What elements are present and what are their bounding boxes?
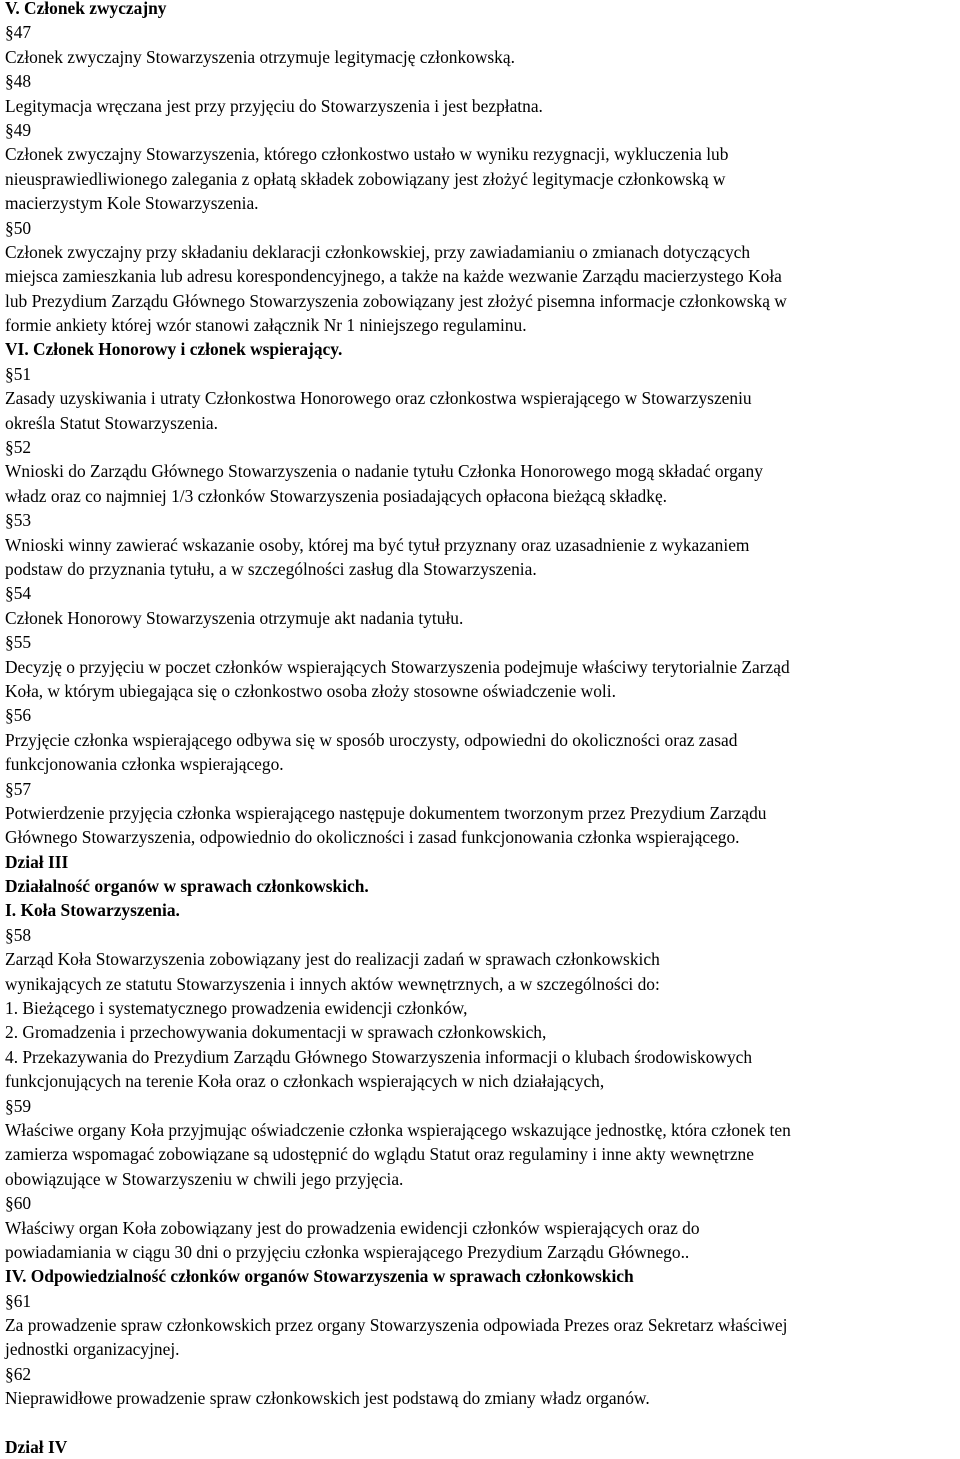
- paragraph-text-line: obowiązujące w Stowarzyszeniu w chwili jego przyjęcia.: [5, 1168, 404, 1189]
- paragraph-text-line: Za prowadzenie spraw członkowskich przez organy Stowarzyszenia odpowiada Prezes oraz Sekretarz właściwej: [5, 1315, 788, 1336]
- paragraph-text-line: wynikających ze statutu Stowarzyszenia i innych aktów wewnętrznych, a w szczególności do:: [5, 973, 660, 994]
- paragraph-number: §54: [5, 583, 32, 604]
- paragraph-text-line: formie ankiety której wzór stanowi załącznik Nr 1 niniejszego regulaminu.: [5, 315, 527, 336]
- paragraph-text-line: 2. Gromadzenia i przechowywania dokumentacji w sprawach członkowskich,: [5, 1022, 547, 1043]
- paragraph-text-line: Zarząd Koła Stowarzyszenia zobowiązany jest do realizacji zadań w sprawach członkowskich: [5, 949, 660, 970]
- paragraph-text-line: 1. Bieżącego i systematycznego prowadzenia ewidencji członków,: [5, 998, 468, 1019]
- paragraph-text-line: podstaw do przyznania tytułu, a w szczególności zasług dla Stowarzyszenia.: [5, 558, 537, 579]
- paragraph-text-line: funkcjonowania członka wspierającego.: [5, 754, 284, 775]
- paragraph-text-line: Członek zwyczajny przy składaniu deklaracji członkowskiej, przy zawiadamianiu o zmianach dotyczących: [5, 241, 751, 262]
- section-heading: I. Koła Stowarzyszenia.: [5, 900, 180, 921]
- paragraph-number: §62: [5, 1363, 32, 1384]
- paragraph-text-line: Decyzję o przyjęciu w poczet członków wspierających Stowarzyszenia podejmuje właściwy terytorialnie Zarząd: [5, 656, 790, 677]
- paragraph-text-line: Właściwy organ Koła zobowiązany jest do prowadzenia ewidencji członków wspierających oraz do: [5, 1217, 700, 1238]
- paragraph-number: §60: [5, 1193, 32, 1214]
- paragraph-text-line: Głównego Stowarzyszenia, odpowiednio do okoliczności i zasad funkcjonowania członka wspierającego.: [5, 827, 740, 848]
- paragraph-text-line: Członek zwyczajny Stowarzyszenia, którego członkostwo ustało w wyniku rezygnacji, wykluczenia lub: [5, 144, 729, 165]
- paragraph-text-line: Członek zwyczajny Stowarzyszenia otrzymuje legitymację członkowską.: [5, 46, 515, 67]
- paragraph-text-line: określa Statut Stowarzyszenia.: [5, 412, 218, 433]
- paragraph-number: §48: [5, 71, 32, 92]
- paragraph-text-line: funkcjonujących na terenie Koła oraz o członkach wspierających w nich działających,: [5, 1071, 605, 1092]
- paragraph-text-line: Członek Honorowy Stowarzyszenia otrzymuje akt nadania tytułu.: [5, 607, 464, 628]
- section-heading: VI. Członek Honorowy i członek wspierający.: [5, 339, 343, 360]
- section-heading: Dział III: [5, 851, 69, 872]
- paragraph-number: §51: [5, 363, 32, 384]
- blank-line: [5, 1411, 957, 1435]
- paragraph-number: §49: [5, 119, 32, 140]
- paragraph-text-line: Nieprawidłowe prowadzenie spraw członkowskich jest podstawą do zmiany władz organów.: [5, 1388, 650, 1409]
- paragraph-text-line: Legitymacja wręczana jest przy przyjęciu do Stowarzyszenia i jest bezpłatna.: [5, 95, 543, 116]
- paragraph-text-line: Wnioski do Zarządu Głównego Stowarzyszenia o nadanie tytułu Członka Honorowego mogą składać organy: [5, 461, 763, 482]
- paragraph-text-line: władz oraz co najmniej 1/3 członków Stowarzyszenia posiadających opłacona bieżącą składkę.: [5, 485, 668, 506]
- section-heading: V. Członek zwyczajny: [5, 0, 167, 18]
- paragraph-text-line: macierzystym Kole Stowarzyszenia.: [5, 193, 259, 214]
- section-heading: IV. Odpowiedzialność członków organów Stowarzyszenia w sprawach członkowskich: [5, 1266, 634, 1287]
- section-heading: Dział IV: [5, 1437, 68, 1458]
- paragraph-text-line: lub Prezydium Zarządu Głównego Stowarzyszenia zobowiązany jest złożyć pisemna informacje członkowską w: [5, 290, 787, 311]
- paragraph-number: §56: [5, 705, 32, 726]
- paragraph-text-line: Zasady uzyskiwania i utraty Członkostwa Honorowego oraz członkostwa wspierającego w Stowarzyszeniu: [5, 388, 752, 409]
- paragraph-number: §53: [5, 510, 32, 531]
- paragraph-text-line: Koła, w którym ubiegająca się o członkostwo osoba złoży stosowne oświadczenie woli.: [5, 680, 616, 701]
- paragraph-text-line: Przyjęcie członka wspierającego odbywa się w sposób uroczysty, odpowiedni do okoliczności oraz zasad: [5, 729, 738, 750]
- paragraph-text-line: 4. Przekazywania do Prezydium Zarządu Głównego Stowarzyszenia informacji o klubach środowiskowych: [5, 1046, 753, 1067]
- paragraph-number: §58: [5, 924, 32, 945]
- paragraph-number: §55: [5, 632, 32, 653]
- paragraph-number: §57: [5, 778, 32, 799]
- paragraph-number: §59: [5, 1095, 32, 1116]
- paragraph-text-line: Właściwe organy Koła przyjmując oświadczenie członka wspierającego wskazujące jednostkę, która członek ten: [5, 1119, 791, 1140]
- paragraph-text-line: zamierza wspomagać zobowiązane są udostępnić do wglądu Statut oraz regulaminy i inne akty wewnętrzne: [5, 1144, 754, 1165]
- paragraph-number: §52: [5, 437, 32, 458]
- document-page: [5, 0, 957, 1459]
- paragraph-number: §61: [5, 1290, 32, 1311]
- paragraph-text-line: jednostki organizacyjnej.: [5, 1339, 180, 1360]
- section-heading: Działalność organów w sprawach członkowskich.: [5, 876, 369, 897]
- paragraph-text-line: powiadamiania w ciągu 30 dni o przyjęciu członka wspierającego Prezydium Zarządu Głównego..: [5, 1241, 690, 1262]
- paragraph-text-line: nieusprawiedliwionego zalegania z opłatą składek zobowiązany jest złożyć legitymacje członkowską w: [5, 168, 726, 189]
- paragraph-number: §47: [5, 22, 32, 43]
- paragraph-text-line: miejsca zamieszkania lub adresu korespondencyjnego, a także na każde wezwanie Zarządu macierzystego Koła: [5, 266, 782, 287]
- paragraph-number: §50: [5, 217, 32, 238]
- paragraph-text-line: Wnioski winny zawierać wskazanie osoby, której ma być tytuł przyznany oraz uzasadnienie z wykazaniem: [5, 534, 750, 555]
- paragraph-text-line: Potwierdzenie przyjęcia członka wspierającego następuje dokumentem tworzonym przez Prezydium Zarządu: [5, 802, 767, 823]
